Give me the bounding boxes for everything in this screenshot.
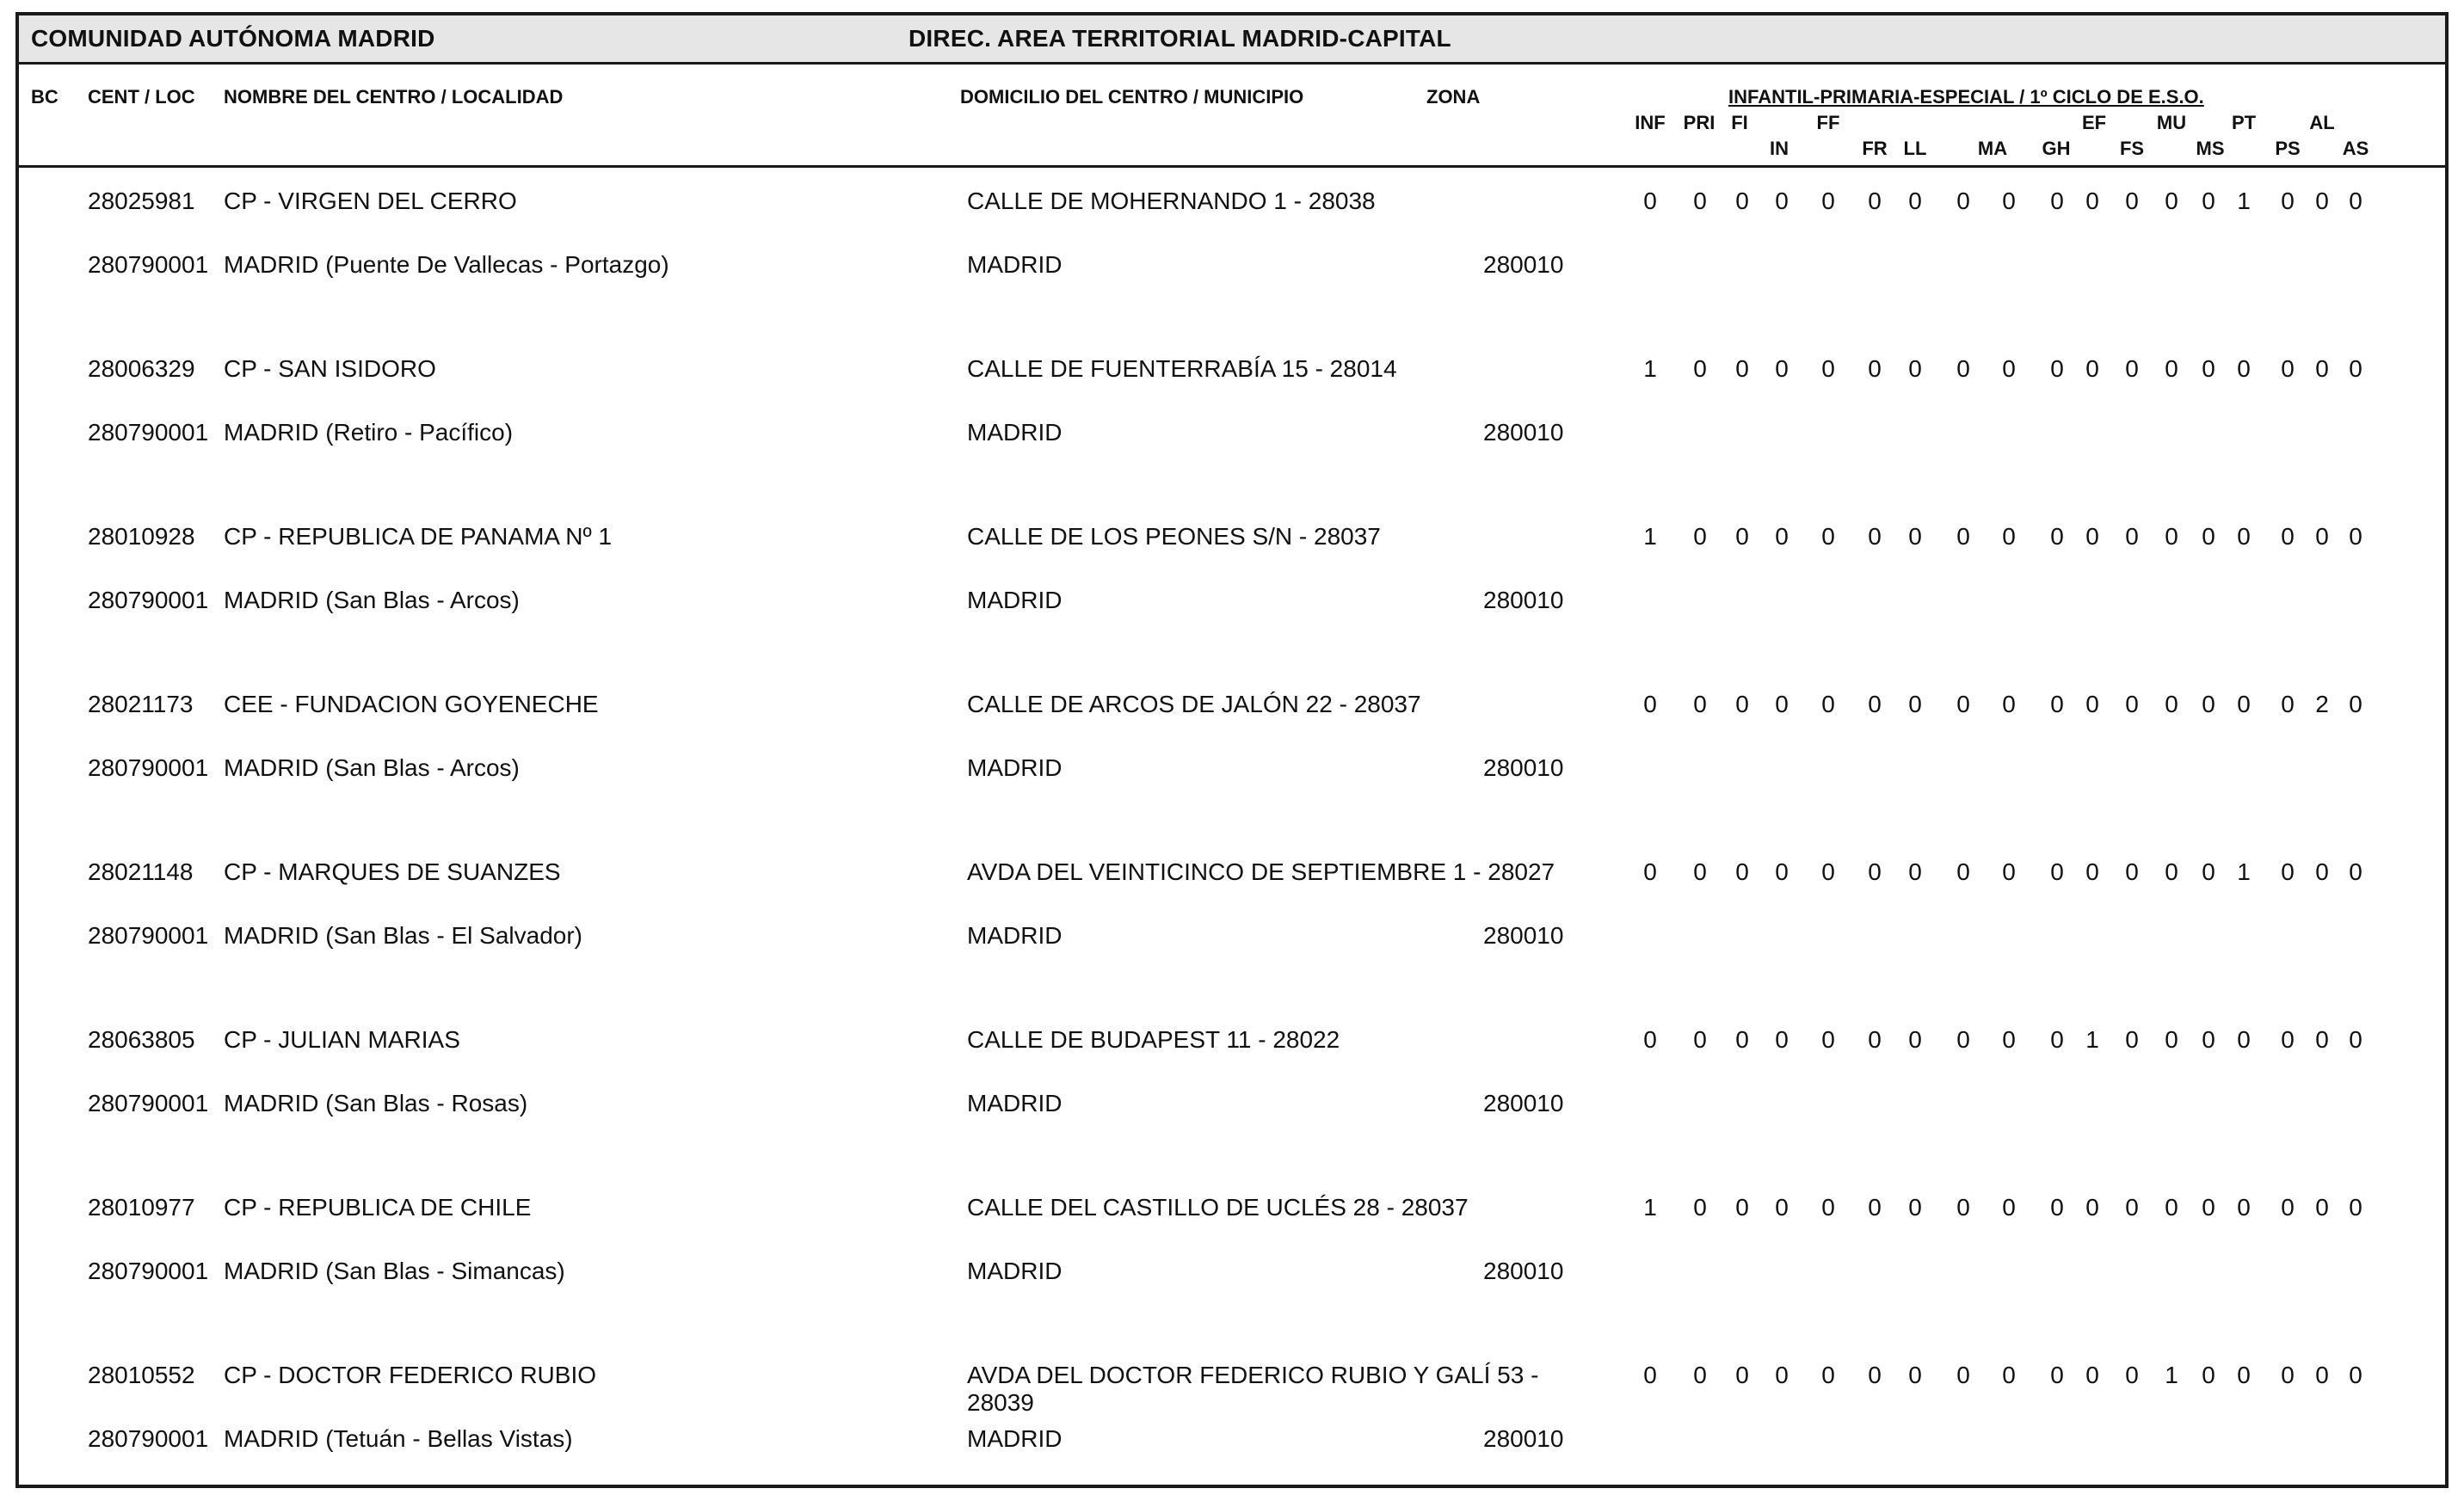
locality-code: 280790001	[88, 1425, 209, 1452]
value-cell: 0	[1735, 188, 1749, 214]
value-cell: 0	[1735, 1362, 1749, 1388]
center-record	[19, 1004, 2445, 1172]
value-cell: 0	[2237, 355, 2251, 382]
value-cell: 0	[1956, 355, 1970, 382]
center-address: CALLE DE LOS PEONES S/N - 28037	[967, 523, 1381, 550]
center-address: CALLE DE ARCOS DE JALÓN 22 - 28037	[967, 691, 1421, 717]
col-zona: ZONA	[1426, 86, 1481, 108]
zone-code: 280010	[1483, 1425, 1564, 1452]
col-code-ms: MS	[2196, 138, 2225, 159]
value-cell: 0	[2281, 523, 2295, 550]
col-code-as: AS	[2342, 138, 2369, 159]
value-cell: 0	[1693, 1194, 1707, 1221]
value-cell: 0	[2125, 1194, 2139, 1221]
value-cell: 0	[1908, 1194, 1922, 1221]
locality-name: MADRID (San Blas - Arcos)	[224, 587, 520, 613]
col-code-fs: FS	[2119, 138, 2145, 159]
center-record	[19, 1172, 2445, 1339]
zone-code: 280010	[1483, 922, 1564, 949]
zone-code: 280010	[1483, 251, 1564, 278]
value-cell: 0	[1956, 858, 1970, 885]
value-cell: 0	[2050, 1194, 2064, 1221]
col-bc: BC	[31, 86, 59, 108]
col-code-ff: FF	[1816, 112, 1840, 133]
community-title: COMUNIDAD AUTÓNOMA MADRID	[31, 25, 435, 52]
value-cell: 0	[2237, 691, 2251, 717]
value-cell: 0	[2315, 523, 2329, 550]
center-record	[19, 165, 2445, 333]
center-name: CP - REPUBLICA DE PANAMA Nº 1	[224, 523, 613, 550]
value-cell: 0	[1735, 1194, 1749, 1221]
center-code: 28010552	[88, 1362, 195, 1388]
value-cell: 0	[2281, 691, 2295, 717]
value-cell: 0	[2281, 1362, 2295, 1388]
value-cell: 0	[1821, 858, 1835, 885]
value-cell: 1	[1643, 355, 1657, 382]
municipality: MADRID	[967, 1090, 1063, 1116]
locality-name: MADRID (Tetuán - Bellas Vistas)	[224, 1425, 573, 1452]
center-address: CALLE DE MOHERNANDO 1 - 28038	[967, 188, 1376, 214]
value-cell: 0	[2002, 355, 2016, 382]
column-headers	[19, 62, 2445, 168]
center-name: CP - REPUBLICA DE CHILE	[224, 1194, 532, 1221]
col-code-fi: FI	[1731, 112, 1748, 133]
municipality: MADRID	[967, 587, 1063, 613]
value-cell: 0	[1956, 1362, 1970, 1388]
value-cell: 0	[2085, 355, 2099, 382]
value-cell: 0	[2315, 1026, 2329, 1053]
value-cell: 0	[1868, 188, 1882, 214]
value-cell: 0	[2349, 691, 2362, 717]
value-cell: 0	[2315, 355, 2329, 382]
value-cell: 0	[1735, 523, 1749, 550]
value-cell: 0	[2165, 188, 2178, 214]
center-record	[19, 501, 2445, 668]
value-cell: 1	[2237, 188, 2251, 214]
col-group-title: INFANTIL-PRIMARIA-ESPECIAL / 1º CICLO DE E.S.O.	[1728, 86, 2204, 108]
col-cent-loc: CENT / LOC	[88, 86, 195, 108]
zone-code: 280010	[1483, 419, 1564, 446]
value-cell: 0	[1735, 355, 1749, 382]
center-code: 28010928	[88, 523, 195, 550]
col-code-ps: PS	[2275, 138, 2301, 159]
value-cell: 0	[2202, 691, 2215, 717]
value-cell: 0	[1735, 858, 1749, 885]
locality-code: 280790001	[88, 251, 209, 278]
col-domicilio: DOMICILIO DEL CENTRO / MUNICIPIO	[960, 86, 1304, 108]
zone-code: 280010	[1483, 587, 1564, 613]
value-cell: 0	[2202, 523, 2215, 550]
value-cell: 0	[2125, 858, 2139, 885]
value-cell: 0	[2202, 858, 2215, 885]
locality-name: MADRID (San Blas - Rosas)	[224, 1090, 528, 1116]
value-cell: 0	[1775, 188, 1789, 214]
value-cell: 0	[2085, 1194, 2099, 1221]
municipality: MADRID	[967, 1425, 1063, 1452]
value-cell: 0	[2125, 355, 2139, 382]
value-cell: 0	[1735, 1026, 1749, 1053]
value-cell: 0	[2085, 691, 2099, 717]
value-cell: 0	[1821, 1026, 1835, 1053]
value-cell: 0	[2281, 1026, 2295, 1053]
municipality: MADRID	[967, 1258, 1063, 1284]
center-name: CP - DOCTOR FEDERICO RUBIO	[224, 1362, 597, 1388]
value-cell: 0	[2050, 523, 2064, 550]
value-cell: 0	[1956, 188, 1970, 214]
value-cell: 0	[2349, 188, 2362, 214]
locality-code: 280790001	[88, 754, 209, 781]
value-cell: 0	[2165, 523, 2178, 550]
value-cell: 0	[2315, 858, 2329, 885]
value-cell: 0	[1868, 858, 1882, 885]
value-cell: 0	[2125, 1026, 2139, 1053]
center-code: 28006329	[88, 355, 195, 382]
value-cell: 0	[1693, 1362, 1707, 1388]
value-cell: 0	[2281, 355, 2295, 382]
center-record	[19, 333, 2445, 501]
center-address: AVDA DEL DOCTOR FEDERICO RUBIO Y GALÍ 53 - 28039	[967, 1362, 1539, 1416]
value-cell: 0	[1956, 1194, 1970, 1221]
value-cell: 0	[1868, 1362, 1882, 1388]
value-cell: 0	[2125, 523, 2139, 550]
value-cell: 0	[2002, 1026, 2016, 1053]
value-cell: 0	[1821, 523, 1835, 550]
value-cell: 0	[2202, 1362, 2215, 1388]
value-cell: 0	[1735, 691, 1749, 717]
zone-code: 280010	[1483, 1090, 1564, 1116]
locality-name: MADRID (Puente De Vallecas - Portazgo)	[224, 251, 669, 278]
center-name: CEE - FUNDACION GOYENECHE	[224, 691, 599, 717]
value-cell: 0	[1868, 1194, 1882, 1221]
value-cell: 0	[2165, 1194, 2178, 1221]
locality-name: MADRID (San Blas - Arcos)	[224, 754, 520, 781]
value-cell: 0	[2202, 355, 2215, 382]
center-address: AVDA DEL VEINTICINCO DE SEPTIEMBRE 1 - 28027	[967, 858, 1555, 885]
col-code-ll: LL	[1903, 138, 1927, 159]
col-nombre: NOMBRE DEL CENTRO / LOCALIDAD	[224, 86, 564, 108]
center-name: CP - VIRGEN DEL CERRO	[224, 188, 517, 214]
value-cell: 0	[1868, 1026, 1882, 1053]
col-code-ma: MA	[1977, 138, 2008, 159]
directorate-title: DIREC. AREA TERRITORIAL MADRID-CAPITAL	[909, 25, 1451, 52]
value-cell: 0	[1643, 1362, 1657, 1388]
value-cell: 0	[2050, 188, 2064, 214]
value-cell: 0	[1868, 355, 1882, 382]
municipality: MADRID	[967, 419, 1063, 446]
value-cell: 0	[2002, 691, 2016, 717]
value-cell: 0	[1775, 1026, 1789, 1053]
value-cell: 0	[2237, 1194, 2251, 1221]
value-cell: 1	[1643, 523, 1657, 550]
value-cell: 0	[2202, 1194, 2215, 1221]
value-cell: 0	[1908, 523, 1922, 550]
value-cell: 2	[2315, 691, 2329, 717]
col-code-inf: INF	[1635, 112, 1666, 133]
value-cell: 0	[2165, 1026, 2178, 1053]
center-record	[19, 668, 2445, 836]
value-cell: 0	[2165, 355, 2178, 382]
center-address: CALLE DE BUDAPEST 11 - 28022	[967, 1026, 1340, 1053]
center-code: 28021148	[88, 858, 194, 885]
value-cell: 0	[2237, 1026, 2251, 1053]
value-cell: 1	[1643, 1194, 1657, 1221]
value-cell: 0	[1693, 188, 1707, 214]
locality-code: 280790001	[88, 922, 209, 949]
value-cell: 0	[1643, 691, 1657, 717]
value-cell: 0	[2050, 1362, 2064, 1388]
value-cell: 0	[1775, 523, 1789, 550]
col-code-al: AL	[2309, 112, 2335, 133]
center-code: 28063805	[88, 1026, 195, 1053]
value-cell: 0	[1821, 691, 1835, 717]
value-cell: 0	[2281, 858, 2295, 885]
value-cell: 1	[2165, 1362, 2178, 1388]
value-cell: 0	[1908, 691, 1922, 717]
value-cell: 0	[1693, 858, 1707, 885]
value-cell: 0	[1693, 691, 1707, 717]
value-cell: 0	[2349, 1026, 2362, 1053]
col-code-fr: FR	[1862, 138, 1888, 159]
value-cell: 0	[2349, 1194, 2362, 1221]
value-cell: 0	[1956, 691, 1970, 717]
locality-name: MADRID (San Blas - Simancas)	[224, 1258, 565, 1284]
value-cell: 0	[2315, 1194, 2329, 1221]
value-cell: 0	[2085, 523, 2099, 550]
value-cell: 0	[2050, 355, 2064, 382]
value-cell: 0	[2165, 858, 2178, 885]
value-cell: 0	[2002, 1194, 2016, 1221]
value-cell: 0	[2315, 1362, 2329, 1388]
value-cell: 0	[2349, 1362, 2362, 1388]
col-code-mu: MU	[2156, 112, 2187, 133]
value-cell: 0	[2085, 188, 2099, 214]
center-address: CALLE DEL CASTILLO DE UCLÉS 28 - 28037	[967, 1194, 1469, 1221]
value-cell: 0	[2050, 1026, 2064, 1053]
center-code: 28025981	[88, 188, 195, 214]
value-cell: 0	[1643, 1026, 1657, 1053]
col-code-gh: GH	[2042, 138, 2071, 159]
center-record	[19, 1339, 2445, 1507]
value-cell: 0	[1821, 1362, 1835, 1388]
value-cell: 0	[1956, 1026, 1970, 1053]
value-cell: 0	[1868, 523, 1882, 550]
center-name: CP - SAN ISIDORO	[224, 355, 436, 382]
value-cell: 0	[2237, 523, 2251, 550]
value-cell: 0	[2281, 188, 2295, 214]
col-code-in: IN	[1770, 138, 1789, 159]
locality-name: MADRID (Retiro - Pacífico)	[224, 419, 514, 446]
value-cell: 0	[1908, 858, 1922, 885]
locality-code: 280790001	[88, 587, 209, 613]
center-name: CP - MARQUES DE SUANZES	[224, 858, 561, 885]
value-cell: 0	[2202, 1026, 2215, 1053]
center-code: 28021173	[88, 691, 194, 717]
value-cell: 0	[2281, 1194, 2295, 1221]
value-cell: 0	[2002, 1362, 2016, 1388]
value-cell: 0	[2237, 1362, 2251, 1388]
value-cell: 0	[1908, 188, 1922, 214]
value-cell: 0	[2349, 523, 2362, 550]
value-cell: 0	[1908, 1026, 1922, 1053]
report-page	[15, 12, 2449, 1488]
locality-code: 280790001	[88, 1090, 209, 1116]
value-cell: 0	[2050, 691, 2064, 717]
col-code-pt: PT	[2231, 112, 2257, 133]
value-cell: 0	[2349, 355, 2362, 382]
value-cell: 0	[2202, 188, 2215, 214]
value-cell: 0	[2002, 858, 2016, 885]
value-cell: 1	[2237, 858, 2251, 885]
col-code-pri: PRI	[1683, 112, 1716, 133]
center-name: CP - JULIAN MARIAS	[224, 1026, 460, 1053]
value-cell: 0	[1693, 523, 1707, 550]
col-code-ef: EF	[2081, 112, 2107, 133]
value-cell: 0	[1775, 691, 1789, 717]
value-cell: 0	[1693, 1026, 1707, 1053]
value-cell: 0	[1775, 1194, 1789, 1221]
value-cell: 0	[1868, 691, 1882, 717]
value-cell: 0	[1908, 355, 1922, 382]
locality-code: 280790001	[88, 419, 209, 446]
value-cell: 0	[2125, 1362, 2139, 1388]
municipality: MADRID	[967, 922, 1063, 949]
zone-code: 280010	[1483, 754, 1564, 781]
value-cell: 0	[1956, 523, 1970, 550]
value-cell: 0	[2002, 523, 2016, 550]
locality-name: MADRID (San Blas - El Salvador)	[224, 922, 583, 949]
value-cell: 0	[2165, 691, 2178, 717]
municipality: MADRID	[967, 251, 1063, 278]
center-record	[19, 836, 2445, 1004]
municipality: MADRID	[967, 754, 1063, 781]
value-cell: 0	[2002, 188, 2016, 214]
value-cell: 1	[2085, 1026, 2099, 1053]
report-title-bar	[19, 15, 2445, 65]
value-cell: 0	[1821, 188, 1835, 214]
zone-code: 280010	[1483, 1258, 1564, 1284]
value-cell: 0	[2050, 858, 2064, 885]
value-cell: 0	[2125, 691, 2139, 717]
value-cell: 0	[2085, 1362, 2099, 1388]
value-cell: 0	[1821, 355, 1835, 382]
value-cell: 0	[1775, 355, 1789, 382]
value-cell: 0	[1908, 1362, 1922, 1388]
value-cell: 0	[2349, 858, 2362, 885]
locality-code: 280790001	[88, 1258, 209, 1284]
value-cell: 0	[1643, 858, 1657, 885]
value-cell: 0	[1821, 1194, 1835, 1221]
value-cell: 0	[1693, 355, 1707, 382]
value-cell: 0	[2125, 188, 2139, 214]
value-cell: 0	[2085, 858, 2099, 885]
value-cell: 0	[2315, 188, 2329, 214]
value-cell: 0	[1775, 858, 1789, 885]
value-cell: 0	[1643, 188, 1657, 214]
value-cell: 0	[1775, 1362, 1789, 1388]
center-code: 28010977	[88, 1194, 195, 1221]
center-address: CALLE DE FUENTERRABÍA 15 - 28014	[967, 355, 1397, 382]
